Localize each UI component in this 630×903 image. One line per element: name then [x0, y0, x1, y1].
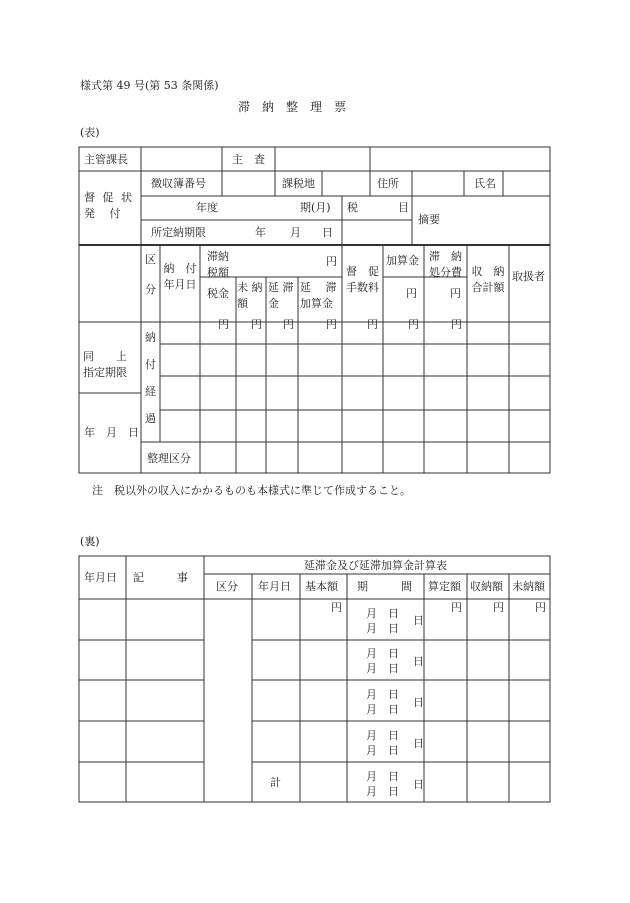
period-day-to: 日: [388, 662, 399, 675]
period-month-to: 月: [366, 662, 377, 675]
col-period: 期 間: [357, 580, 412, 593]
same-deadline-line-2: 指定期限: [83, 365, 127, 379]
period-day-count: 日: [413, 737, 424, 750]
period-day-from: 日: [388, 688, 399, 701]
unpaid-amount-label: [237, 280, 266, 312]
management-class-label: 整理区分: [147, 452, 191, 465]
period-month-to: 月: [366, 785, 377, 798]
progress-char-1: 納: [145, 331, 156, 344]
period-day-to: 日: [388, 703, 399, 716]
period-day-count: 日: [413, 778, 424, 791]
same-deadline-label: [83, 349, 139, 381]
col-unpaid: 未納額: [512, 580, 545, 593]
prompt-fee-label: [342, 264, 383, 296]
total-paid-label: [467, 264, 509, 296]
item-label: 目: [398, 201, 409, 214]
arrears-tax-amount-label: [200, 249, 236, 281]
col-calculated: 算定額: [428, 580, 461, 593]
yen-prompt: 円: [367, 318, 378, 331]
period-month-from: 月: [366, 688, 377, 701]
period-month-from: 月: [366, 647, 377, 660]
payment-date-label: [160, 261, 200, 293]
payment-date-line-1: 納 付: [163, 262, 197, 275]
name-label: 氏名: [474, 177, 496, 190]
period-month-from: 月: [366, 770, 377, 783]
period-month-label: 期(月): [300, 201, 331, 214]
tax-amount-label: 税金: [207, 287, 229, 300]
handler-label: 取扱者: [512, 270, 545, 283]
period-day-from: 日: [388, 729, 399, 742]
unpaid-line-2: 額: [237, 296, 248, 310]
yen-disposition: 円: [451, 318, 462, 331]
period-day-count: 日: [413, 696, 424, 709]
late-fee-line-1: 延 滞: [268, 281, 294, 294]
due-date-day: 日: [322, 226, 333, 239]
prompt-issue-line-1: 督 促 状: [84, 191, 134, 204]
disposition-line-1: 滞 納: [429, 250, 462, 263]
front-label: (表): [80, 126, 100, 139]
total-paid-line-1: 収 納: [471, 265, 505, 278]
period-month-to: 月: [366, 744, 377, 757]
arrears-tax-line-2: 税額: [207, 265, 229, 279]
period-month-to: 月: [366, 622, 377, 635]
back-label: (裏): [80, 535, 100, 548]
same-deadline-line-1: 同 上: [83, 350, 127, 363]
late-surcharge-label: [300, 280, 342, 312]
back-yen-paid: 円: [493, 601, 504, 614]
additional-tax-label: 加算金: [386, 254, 419, 267]
col-paid: 収納額: [470, 580, 503, 593]
arrears-yen-label: 円: [326, 255, 337, 268]
payment-date-line-2: 年月日: [163, 277, 197, 291]
due-date-label: 所定納期限: [151, 226, 206, 239]
period-day-to: 日: [388, 785, 399, 798]
arrears-tax-line-1: 滞納: [207, 250, 229, 263]
category-char-2: 分: [145, 282, 156, 296]
yen-tax: 円: [218, 318, 229, 331]
footnote: 注 税以外の収入にかかるものも本様式に準じて作成すること。: [92, 484, 411, 497]
period-month-from: 月: [366, 607, 377, 620]
late-surcharge-line-2: 加算金: [300, 296, 333, 310]
back-yen-unpaid: 円: [535, 601, 546, 614]
late-fee-label: [268, 280, 298, 312]
progress-char-4: 過: [145, 411, 156, 425]
period-month-from: 月: [366, 729, 377, 742]
category-char-1: 区: [145, 253, 156, 266]
disposition-cost-label: [424, 249, 467, 281]
period-day-to: 日: [388, 622, 399, 635]
payment-progress-label: [141, 330, 160, 427]
yen-surcharge: 円: [326, 318, 337, 331]
due-date-month: 月: [290, 226, 301, 239]
period-day-from: 日: [388, 770, 399, 783]
total-paid-line-2: 合計額: [471, 280, 505, 294]
progress-char-3: 経: [145, 384, 156, 398]
back-date-header: 年月日: [84, 571, 117, 584]
back-yen-base: 円: [331, 601, 342, 614]
unpaid-line-1: 未 納: [237, 281, 263, 294]
yen-unpaid: 円: [251, 318, 262, 331]
prompt-issue-label: [84, 190, 138, 222]
period-day-count: 日: [413, 655, 424, 668]
tax-area-label: 課税地: [282, 177, 315, 190]
period-day-from: 日: [388, 647, 399, 660]
disposition-line-2: 処分費: [429, 265, 462, 279]
fiscal-year-label: 年度: [196, 201, 218, 214]
yen-late: 円: [283, 318, 294, 331]
period-month-to: 月: [366, 703, 377, 716]
collection-book-no-label: 徴収簿番号: [151, 177, 206, 190]
form-title: 滞 納 整 理 票: [238, 100, 347, 114]
tax-label: 税: [347, 201, 358, 214]
period-day-to: 日: [388, 744, 399, 757]
late-fee-line-2: 金: [268, 296, 279, 310]
back-record-header: 記 事: [133, 571, 188, 584]
total-label: 計: [270, 776, 281, 789]
progress-char-2: 付: [145, 357, 156, 371]
due-date-year: 年: [255, 226, 266, 239]
additional-tax-yen: 円: [406, 287, 417, 300]
yen-additional: 円: [408, 318, 419, 331]
chief-label: 主管課長: [84, 153, 128, 166]
ymd-label: 年 月 日: [84, 426, 139, 439]
prompt-fee-line-2: 手数料: [346, 280, 379, 294]
col-date: 年月日: [258, 580, 291, 593]
prompt-issue-line-2: 発 付: [84, 206, 121, 220]
form-number: 様式第 49 号(第 53 条関係): [80, 79, 219, 92]
period-day-count: 日: [413, 614, 424, 627]
prompt-fee-line-1: 督 促: [346, 265, 379, 278]
period-day-from: 日: [388, 607, 399, 620]
category-vertical-label: [141, 252, 160, 298]
disposition-yen: 円: [450, 287, 461, 300]
inspector-label: 主 査: [232, 153, 265, 166]
calc-table-title: 延滞金及び延滞加算金計算表: [304, 559, 447, 572]
col-base-amount: 基本額: [305, 580, 338, 593]
summary-label: 摘要: [418, 213, 440, 226]
late-surcharge-line-1: 延 滞: [300, 281, 337, 294]
address-label: 住所: [377, 177, 399, 190]
back-yen-calculated: 円: [451, 601, 462, 614]
col-category: 区分: [216, 580, 238, 593]
